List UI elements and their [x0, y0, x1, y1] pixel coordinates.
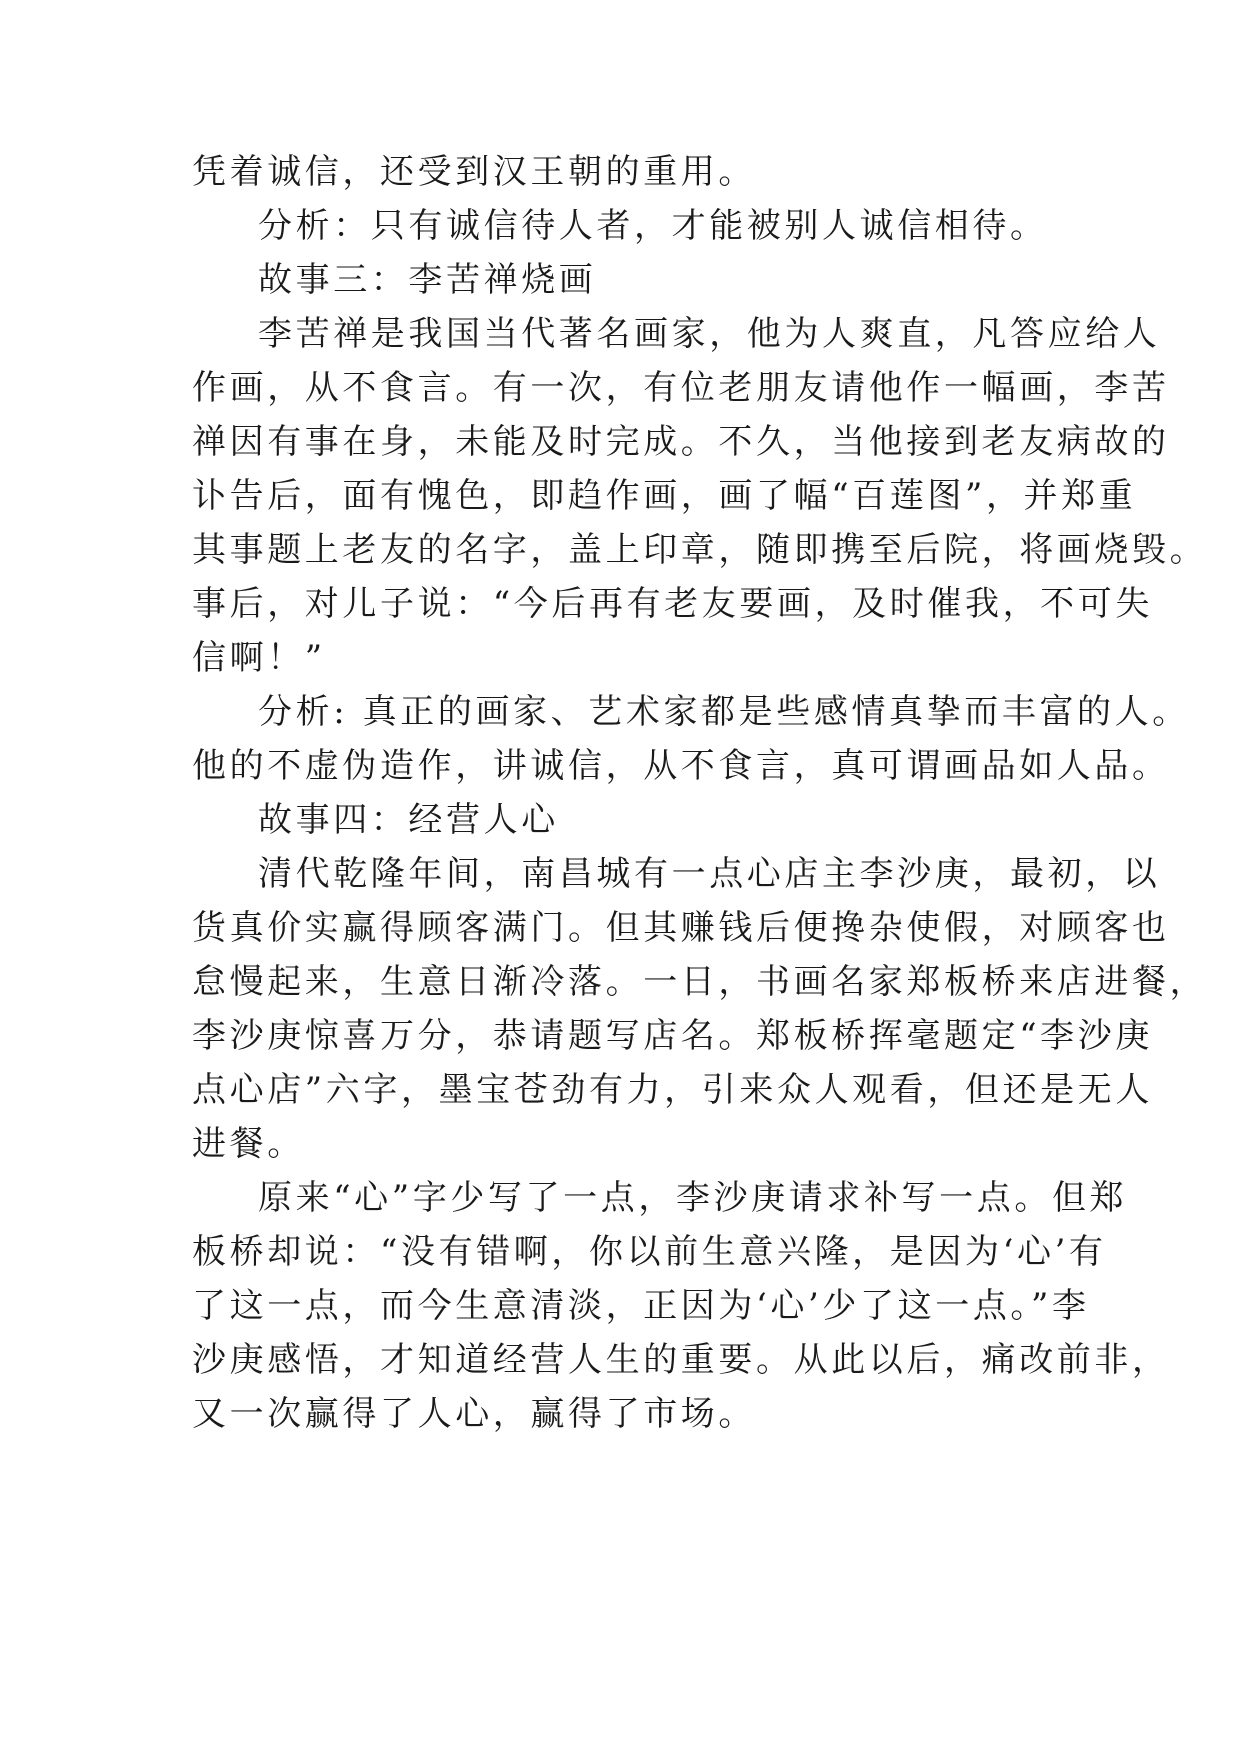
text-line-15: 货真价实赢得顾客满门。但其赚钱后便搀杂使假，对顾客也 [192, 908, 1170, 948]
text-line-7: 讣告后，面有愧色，即趋作画，画了幅“百莲图”，并郑重 [192, 476, 1137, 516]
story-four-heading: 故事四：经营人心 [258, 800, 559, 840]
text-line-6: 禅因有事在身，未能及时完成。不久，当他接到老友病故的 [192, 422, 1170, 462]
story-four-paragraph-1: 清代乾隆年间，南昌城有一点心店主李沙庚，最初，以 [258, 854, 1161, 894]
text-line-16: 怠慢起来，生意日渐冷落。一日，书画名家郑板桥来店进餐， [192, 962, 1208, 1002]
text-line-10: 信啊！” [192, 638, 326, 678]
text-line-9: 事后，对儿子说：“今后再有老友要画，及时催我，不可失 [192, 584, 1153, 624]
analysis-two: 分析：只有诚信待人者，才能被别人诚信相待。 [258, 206, 1048, 246]
text-line-19: 进餐。 [192, 1124, 305, 1164]
story-three-heading: 故事三：李苦禅烧画 [258, 260, 597, 300]
text-line-1: 凭着诚信，还受到汉王朝的重用。 [192, 152, 756, 192]
text-line-21: 板桥却说：“没有错啊，你以前生意兴隆，是因为‘心’有 [192, 1232, 1107, 1272]
text-line-23: 沙庚感悟，才知道经营人生的重要。从此以后，痛改前非， [192, 1340, 1170, 1380]
analysis-three: 分析: 真正的画家、艺术家都是些感情真挚而丰富的人。 [258, 692, 1190, 732]
text-line-5: 作画，从不食言。有一次，有位老朋友请他作一幅画，李苦 [192, 368, 1170, 408]
text-line-22: 了这一点，而今生意清淡，正因为‘心’少了这一点。”李 [192, 1286, 1090, 1326]
text-line-17: 李沙庚惊喜万分，恭请题写店名。郑板桥挥毫题定“李沙庚 [192, 1016, 1153, 1056]
text-line-12: 他的不虚伪造作，讲诚信，从不食言，真可谓画品如人品。 [192, 746, 1170, 786]
story-three-paragraph: 李苦禅是我国当代著名画家，他为人爽直，凡答应给人 [258, 314, 1161, 354]
text-line-18: 点心店”六字，墨宝苍劲有力，引来众人观看，但还是无人 [192, 1070, 1153, 1110]
text-line-24: 又一次赢得了人心，赢得了市场。 [192, 1394, 756, 1434]
text-line-8: 其事题上老友的名字，盖上印章，随即携至后院，将画烧毁。 [192, 530, 1208, 570]
story-four-paragraph-2: 原来“心”字少写了一点，李沙庚请求补写一点。但郑 [258, 1178, 1128, 1218]
